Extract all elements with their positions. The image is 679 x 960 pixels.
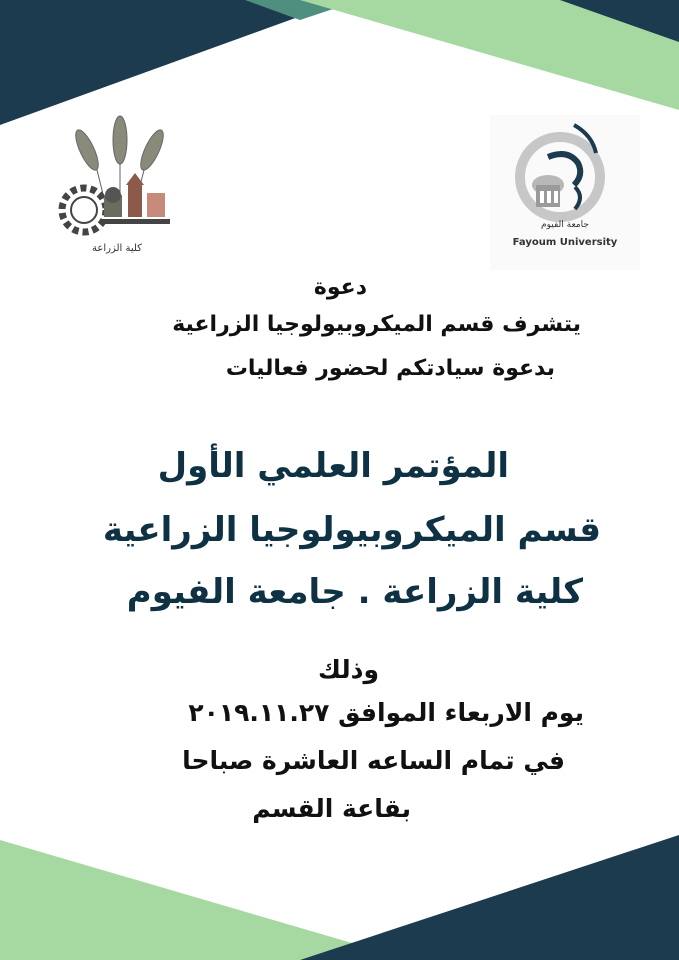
faculty-logo bbox=[42, 115, 192, 265]
university-logo-caption-ar: جامعة الفيوم bbox=[541, 220, 589, 230]
details-place: بقاعة القسم bbox=[252, 794, 411, 823]
university-logo-caption-en: Fayoum University bbox=[512, 237, 618, 248]
university-logo bbox=[490, 115, 640, 270]
invitation-line-2: بدعوة سيادتكم لحضور فعاليات bbox=[225, 356, 555, 381]
details-time: في تمام الساعه العاشرة صباحا bbox=[182, 746, 565, 775]
invitation-line-1: يتشرف قسم الميكروبيولوجيا الزراعية bbox=[172, 312, 581, 337]
details-date: يوم الاربعاء الموافق ٢٠١٩.١١.٢٧ bbox=[188, 698, 584, 727]
bottom-right-navy-triangle bbox=[300, 835, 679, 960]
bottom-left-green-triangle bbox=[0, 840, 410, 960]
top-left-navy-triangle bbox=[0, 0, 345, 125]
wheat-gear-logo-icon bbox=[42, 115, 192, 245]
fayoum-university-emblem-icon bbox=[490, 115, 640, 233]
invitation-heading: دعوة bbox=[313, 275, 367, 300]
conference-department: قسم الميكروبيولوجيا الزراعية bbox=[102, 510, 601, 550]
faculty-logo-caption: كلية الزراعة bbox=[92, 243, 142, 254]
details-intro: وذلك bbox=[317, 655, 379, 684]
conference-faculty-university: كلية الزراعة . جامعة الفيوم bbox=[126, 572, 583, 612]
conference-title: المؤتمر العلمي الأول bbox=[157, 446, 509, 486]
